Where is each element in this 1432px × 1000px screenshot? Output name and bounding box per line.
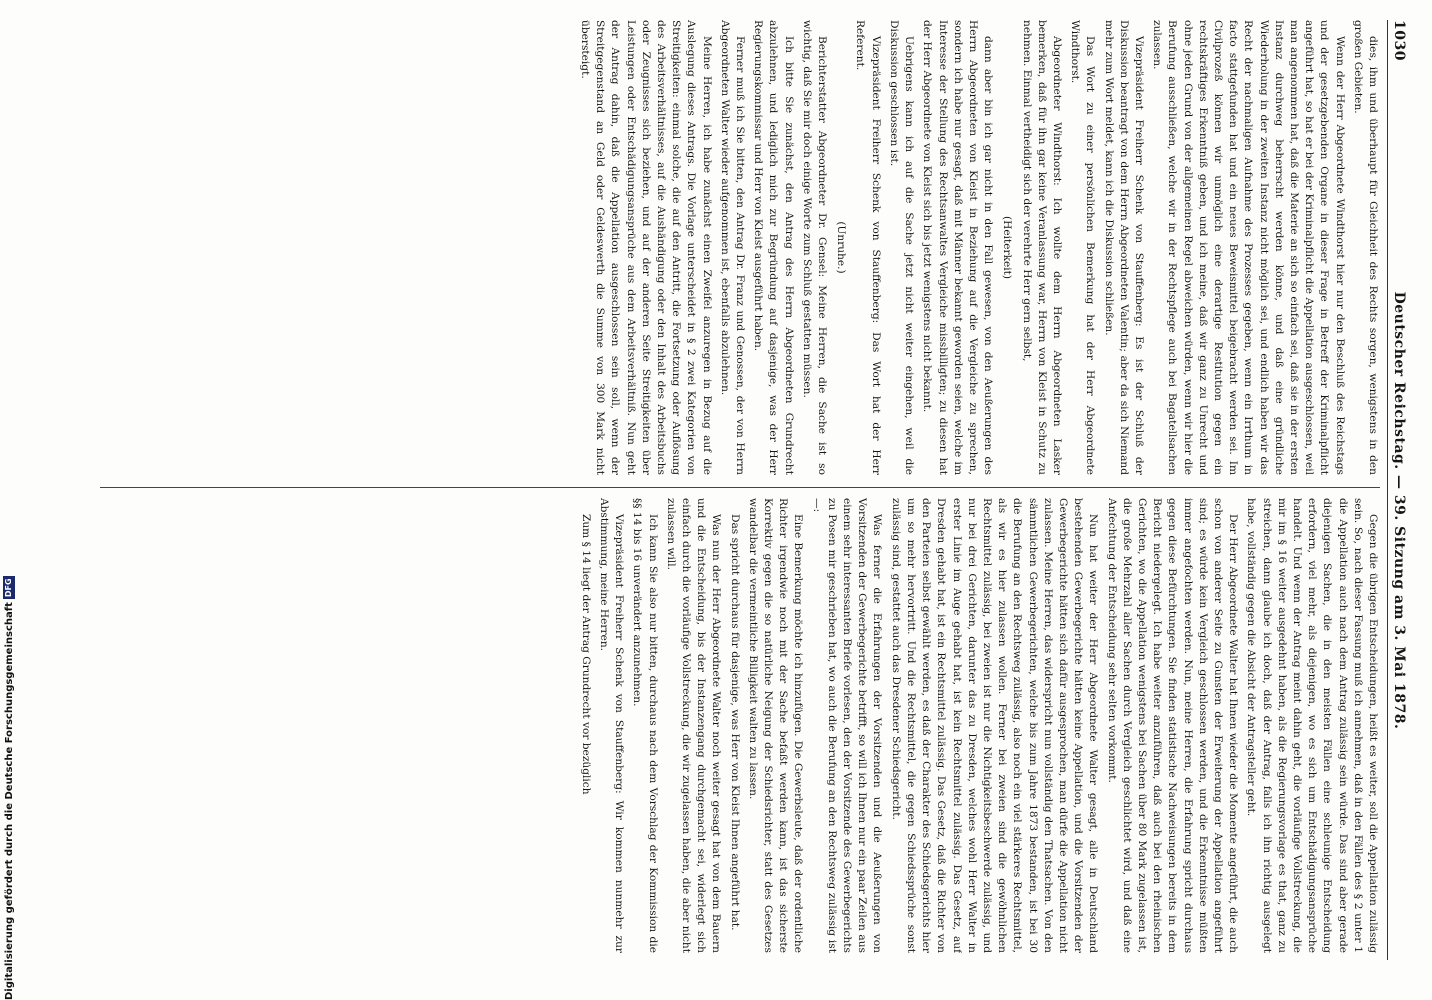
rotated-newspaper-page — [90, 20, 1410, 960]
paragraph: Der Herr Abgeordnete Walter hat Ihnen wieder die Momente angeführt, die auch schon von anderer Seite zu Gunsten der Erweiterung der Appellation angeführt sind; es würde kein Vergleich geschlossen werden, und die Erkenntnisse müßten immer angefochten werden. Nun, meine Herren, die Erfahrung spricht durchaus gegen diese Befürchtungen. Sie finden statistische Nachweisungen bereits in dem Bericht niedergelegt. Ich habe weiter anzuführen, daß auch bei den rheinischen Gerichten, wo die Appellation wenigstens bei Sachen über 80 Mark zugelassen ist, die große Mehrzahl aller Sachen durch Vergleich geschlichtet wird, und daß eine Anfechtung der Entscheidung sehr selten vorkommt. — [1105, 498, 1240, 953]
paragraph: Vizepräsident Freiherr Schenk von Stauffenberg: Wir kommen nunmehr zur Abstimmung, meine Herren. — [598, 498, 626, 953]
paragraph: Meine Herren, ich habe zunächst einen Zweifel anzuregen in Bezug auf die Auslegung dieses Antrags. Die Vorlage unterscheidet in § 2 zwei Kategorien von Streitigkeiten: einmal solche, die auf den Antritt, die Fortsetzung oder Auflösung des Arbeitsverhältnisses, auf die Aushändigung oder den Inhalt des Arbeitsbuchs oder Zeugnisses sich beziehen, und auf der anderen Seite Streitigkeiten über Leistungen oder Entschädigungsansprüche aus dem Arbeitsverhältniß. Nun geht der Antrag dahin, daß die Appellation ausgeschlossen sein soll, wenn der Streitgegenstand an Geld oder Geldeswerth die Summe von 300 Mark nicht übersteigt. — [579, 20, 713, 475]
paragraph: Berichterstatter Abgeordneter Dr. Gensel: Meine Herren, die Sache ist so wichtig, daß Sie mir doch einige Worte zum Schluß gestatten müssen. — [800, 20, 829, 475]
right-column — [100, 498, 1380, 953]
paragraph: Gegen die übrigen Entscheidungen, heißt es weiter, soll die Appellation zulässig sein. So, nach dieser Fassung muß ich annehmen, daß in den Fällen des § 2 unter 1 die Appellation auch nach dem Antrag zulässig sein würde. Das sind aber gerade diejenigen Sachen, die in den meisten Fällen eine schleunige Entscheidung erfordern, viel mehr, als diejenigen, wo es sich um Entschädigungsansprüche handelt. Und wenn der Antrag meint dahin geht, die vorläufige Vollstreckung, die mir im § 16 weiter ausgedehnt haben, als die Regierungsvorlage es that, ganz zu streichen, dann glaube ich doch, daß der Antrag, falls ich ihn richtig ausgelegt habe, vollständig gegen die Absicht der Antragsteller geht. — [1245, 498, 1379, 953]
column-divider — [100, 487, 1380, 488]
paragraph: Uebrigens kann ich auf die Sache jetzt nicht weiter eingehen, weil die Diskussion geschlossen ist. — [887, 20, 916, 475]
digitization-footer — [2, 578, 16, 1000]
paragraph: Zum § 14 liegt der Antrag Grundrecht vor bezüglich — [579, 514, 592, 795]
paragraph: Ich bitte Sie zunächst, den Antrag des Herrn Abgeordneten Grundrecht abzulehnen, und lediglich mich zur Begründung auf dasjenige, was der Herr Regierungskommissar und Herr von Kleist ausgeführt haben. — [752, 20, 795, 475]
paragraph: Nun hat weiter der Herr Abgeordnete Walter gesagt, alle in Deutschland bestehenden Gewerbegerichte hätten keine Appellation, und die Vorsitzenden der Gewerbegerichte hätten sich dafür ausgesprochen, man dürfe die Appellation nicht zulassen. Meine Herren, das widerspricht nun vollständig den Thatsachen. Von den sämmtlichen Gewerbegerichten, welche bis zum Jahre 1873 bestanden, ist bei 30 die Berufung an den Rechtsweg zulässig, also noch ein viel stärkeres Rechtsmittel, als wir es hier zulassen wollen. Ferner bei zweien sind die gewöhnlichen Rechtsmittel zulässig, bei zweien ist nur die Nichtigkeitsbeschwerde zulässig, und nur bei drei Gerichten, darunter das zu Dresden, welches wohl Herr Walter in erster Linie im Auge gehabt hat, ist kein Rechtsmittel zulässig. Das Gesetz, auf Dresden gehabt hat, ist ein Rechtsmittel zulässig. Das Gesetz, daß die Richter von den Parteien selbst gewählt werden, es daß der Charakter des Schiedsgerichts hier um so mehr hervortritt. Und die Rechtsmittel, die gegen Schiedssprüche sonst zulässig sind, gestattet auch das Dresdener Schiedsgericht. — [889, 498, 1100, 953]
paragraph: Was ferner die Erfahrungen der Vorsitzenden und die Aeußerungen von Vorsitzenden der Gewerbegerichte betrifft, so will ich Ihnen nur ein paar Zeilen aus einem sehr interessanten Briefe vorlesen, den der Vorsitzende des Gewerbegerichts zu Posen mir geschrieben hat, wo auch die Berufung an den Rechtsweg zulässig ist —: — [810, 498, 884, 953]
paragraph: Vizepräsident Freiherr Schenk von Stauffenberg: Das Wort hat der Herr Referent. — [854, 20, 882, 475]
paragraph: (Heiterkeit) — [1001, 215, 1014, 280]
left-column — [100, 20, 1380, 475]
paragraph: Vizepräsident Freiherr Schenk von Stauffenberg: Es ist der Schluß der Diskussion beantragt von dem Herrn Abgeordneten Valentin; aber da sich Niemand mehr zum Wort meldet, kann ich die Diskussion schließen. — [1102, 20, 1145, 475]
paragraph: dies, ihm und überhaupt für Gleichheit des Rechts sorgen, wenigstens in den großen Gebieten. — [1351, 20, 1379, 475]
dfg-logo: DFG — [4, 578, 13, 598]
page-header — [1387, 20, 1410, 960]
paragraph: Das Wort zu einer persönlichen Bemerkung hat der Herr Abgeordnete Windthorst. — [1069, 20, 1097, 475]
page-title: Deutscher Reichstag. — 39. Sitzung am 3. Mai 1878. — [1391, 291, 1407, 730]
paragraph: Das spricht durchaus für dasjenige, was Herr von Kleist Ihnen angeführt hat. — [728, 514, 741, 931]
paragraph: Ich kann Sie also nur bitten, durchaus nach dem Vorschlag der Kommission die §§ 14 bis 16 unverändert anzunehmen. — [631, 498, 659, 953]
paragraph: Abgeordneter Windthorst: Ich wollte dem Herrn Abgeordneten Lasker bemerken, daß für ihn gar keine Veranlassung war, Herrn von Kleist in Schutz zu nehmen. Einmal vertheidigt sich der verehrte Herr gern selbst, — [1020, 20, 1063, 475]
paragraph: Was nun der Herr Abgeordnete Walter noch weiter gesagt hat von dem Bauern und die Entscheidung, bis der Instanzengang durchgemacht sei, widerlegt sich einfach durch die vorläufige Vollstreckung, die wir zugelassen haben, die aber nicht zulassen will. — [664, 498, 723, 953]
paragraph: Wenn der Herr Abgeordnete Windthorst hier nur den Beschluß des Reichstags und der gesetzgebenden Organe in dieser Frage in Betreff der Kriminalpflicht angeführt hat, so hat er bei der Kriminalpflicht die Appellation ausgeschlossen, weil man angenommen hat, daß die Materie an sich so einfach sei, daß sie in der ersten Instanz durchweg beherrscht werden könne, und daß eine gründliche Wiederholung in der zweiten Instanz nicht möglich sei, und endlich haben wir das Recht der nachmaligen Aufnahme des Prozesses gegeben, wenn ein Irrthum in facto stattgefunden hat und ein neues Beweismittel beigebracht werden sei. Im Civilprozeß können wir unmöglich eine derartige Restitution gegen ein rechtskräftiges Erkenntniß geben, und ich meine, daß wir ganz zu Unrecht und ohne jeden Grund von der allgemeinen Regel abweichen würden, wenn wir hier die Berufung ausschließen, welche wir in der Rechtspflege auch bei Bagatellsachen zulassen. — [1151, 20, 1346, 475]
page-number: 1030 — [1391, 20, 1407, 61]
paragraph: Ferner muß ich Sie bitten, den Antrag Dr. Franz und Genossen, der von Herrn Abgeordneten Walter wieder aufgenommen ist, ebenfalls abzulehnen. — [718, 20, 747, 475]
digitization-note: Digitalisierung gefördert durch die Deutsche Forschungsgemeinschaft — [3, 602, 15, 1000]
paragraph: dann aber bin ich gar nicht in den Fall gewesen, von den Aeußerungen des Herrn Abgeordneten von Kleist in Beziehung auf die Vergleiche zu sprechen, sondern ich habe nur gesagt, daß mit Männer bekannt geworden seien, welche im Interesse der Stellung des Rechtsanwaltes Vergleiche missbilligten; zu diesen hat der Herr Abgeordnete von Kleist sich bis jetzt wenigstens nicht bekannt. — [921, 20, 995, 475]
paragraph: Eine Bemerkung möchte ich hinzufügen. Die Gewerbsleute, daß der ordentliche Richter irgendwie noch mit der Sache befaßt werden kann, ist das sicherste Korrektiv gegen die so natürliche Neigung der Schiedsrichter, statt des Gesetzes wandelbar die vermeintliche Billigkeit walten zu lassen. — [746, 498, 805, 953]
paragraph: (Unruhe.) — [835, 221, 848, 274]
